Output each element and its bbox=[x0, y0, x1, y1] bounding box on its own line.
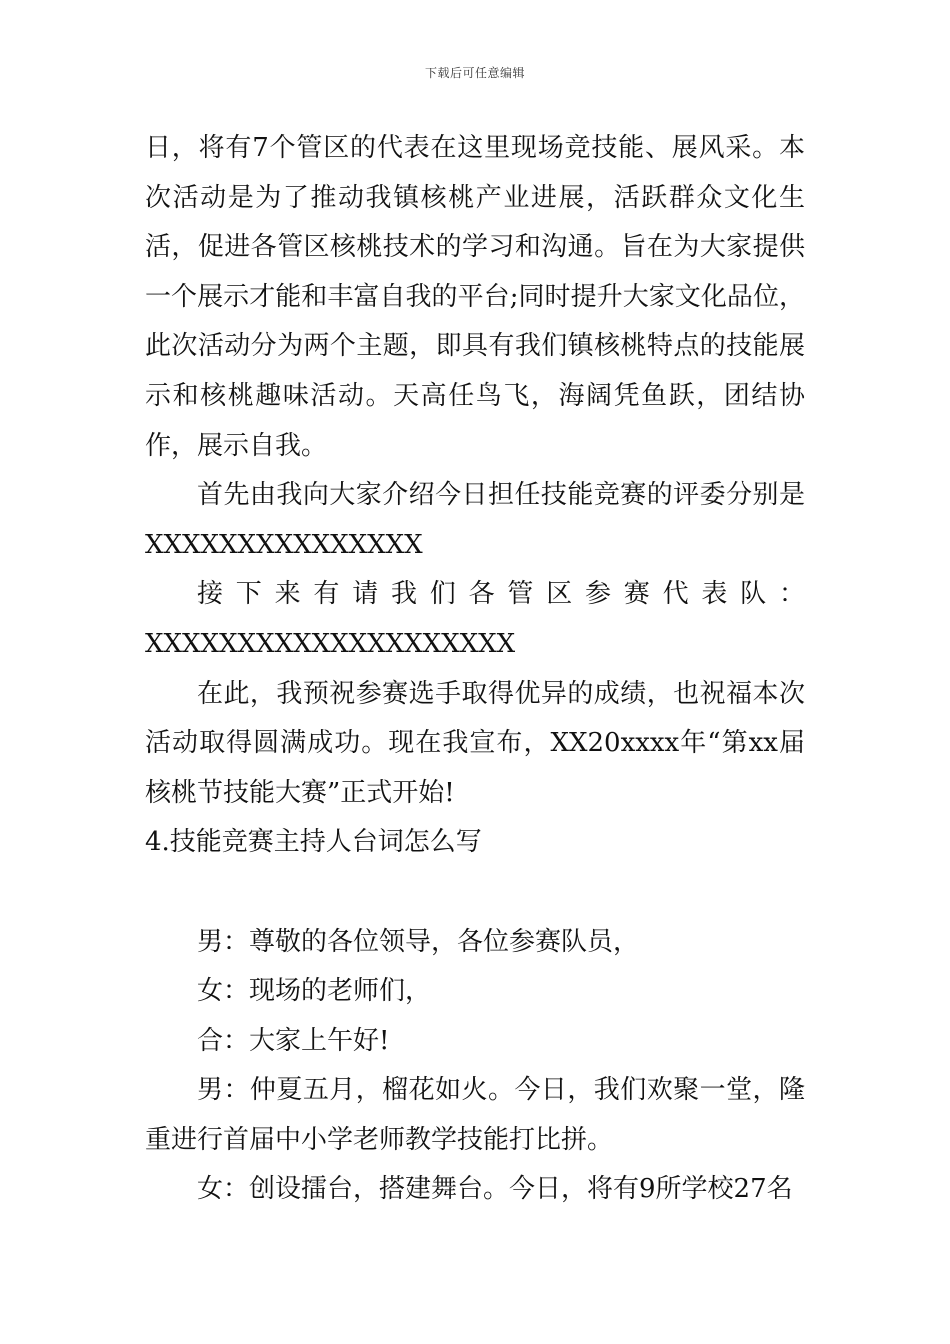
dialogue-line-5: 女：创设擂台，搭建舞台。今日，将有9所学校27名 bbox=[197, 1174, 793, 1205]
document-body bbox=[145, 124, 805, 1215]
paragraph-judges: 首先由我向大家介绍今日担任技能竞赛的评委分别是XXXXXXXXXXXXXXX bbox=[145, 480, 805, 560]
paragraph-teams: 接下来有请我们各管区参赛代表队： bbox=[197, 579, 805, 610]
paragraph-announcement: 在此，我预祝参赛选手取得优异的成绩，也祝福本次活动取得圆满成功。现在我宣布，XX20xxxx年“第xx届核桃节技能大赛”正式开始! bbox=[145, 678, 805, 808]
paragraph-teams-placeholder: XXXXXXXXXXXXXXXXXXXX bbox=[145, 628, 516, 659]
dialogue-line-2: 女：现场的老师们， bbox=[197, 976, 432, 1007]
section-heading: 4.技能竞赛主持人台词怎么写 bbox=[145, 827, 482, 858]
dialogue-line-1: 男：尊敬的各位领导，各位参赛队员， bbox=[197, 926, 640, 957]
blank-line bbox=[145, 868, 805, 918]
dialogue-line-4: 男：仲夏五月，榴花如火。今日，我们欢聚一堂，隆重进行首届中小学老师教学技能打比拼。 bbox=[145, 1075, 805, 1155]
paragraph-intro: 日，将有7个管区的代表在这里现场竞技能、展风采。本次活动是为了推动我镇核桃产业进展，活跃群众文化生活，促进各管区核桃技术的学习和沟通。旨在为大家提供一个展示才能和丰富自我的平台;同时提升大家文化品位，此次活动分为两个主题，即具有我们镇核桃特点的技能展示和核桃趣味活动。天高任鸟飞，海阔凭鱼跃，团结协作，展示自我。 bbox=[145, 133, 805, 461]
dialogue-line-3: 合：大家上午好! bbox=[197, 1025, 390, 1056]
page-header: 下载后可任意编辑 bbox=[424, 66, 525, 80]
